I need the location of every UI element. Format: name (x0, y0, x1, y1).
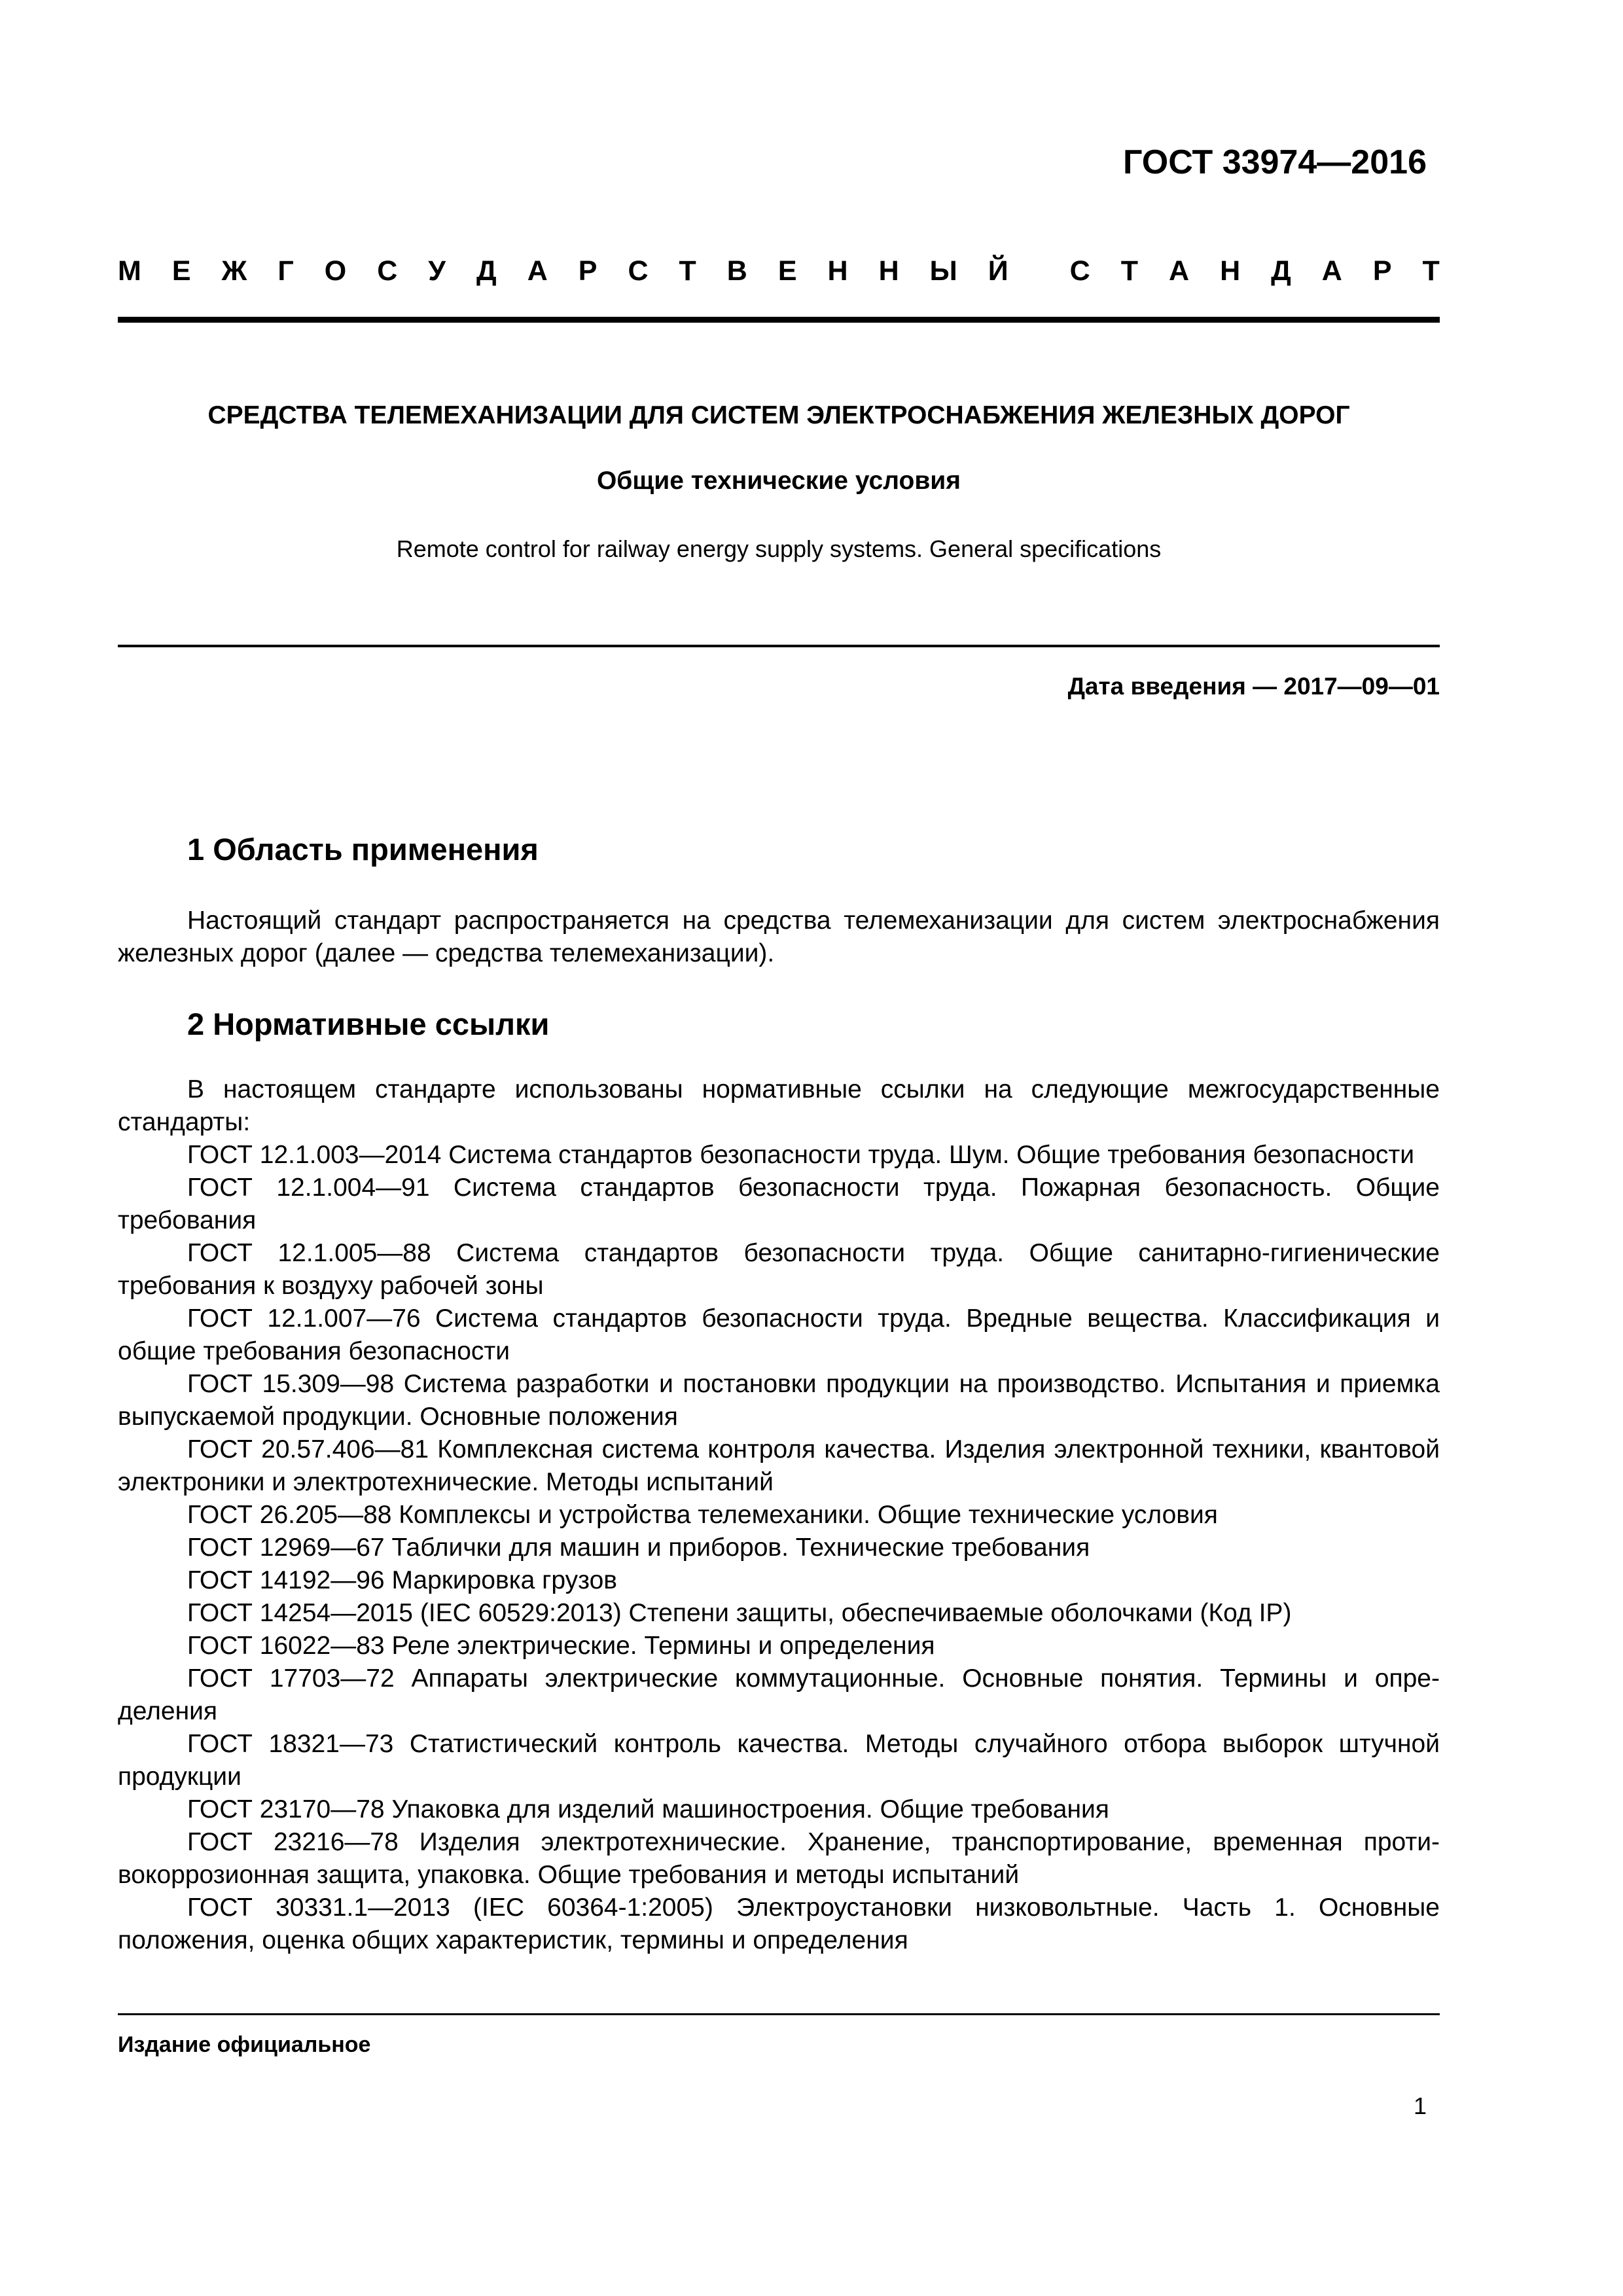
reference-item: ГОСТ 12.1.007—76 Система стандартов безопасности труда. Вредные вещества. Классификация и общие требования безопасности (118, 1304, 1440, 1365)
doc-type-letter: А (1169, 255, 1190, 287)
doc-type-letter: С (628, 255, 649, 287)
introduction-date: Дата введения — 2017—09—01 (1067, 673, 1440, 700)
reference-item: ГОСТ 17703—72 Аппараты электрические коммутационные. Основные понятия. Термины и определения (118, 1664, 1440, 1725)
section-heading-normative-references: 2 Нормативные ссылки (187, 1007, 550, 1041)
doc-type-letter: Н (1220, 255, 1241, 287)
doc-type-letter: Ы (929, 255, 957, 287)
doc-type-letter: Н (878, 255, 899, 287)
document-type-heading (118, 254, 1440, 288)
doc-type-letter: У (428, 255, 446, 287)
reference-item: ГОСТ 20.57.406—81 Комплексная система контроля качества. Изделия электронной техники, квантовой электроники и электротехнические. Методы испытаний (118, 1435, 1440, 1496)
reference-item: ГОСТ 15.309—98 Система разработки и постановки продукции на производство. Испытания и приемка выпускаемой продукции. Основные положения (118, 1370, 1440, 1431)
references-intro-paragraph: В настоящем стандарте использованы нормативные ссылки на следующие межгосударственные стандарты: (118, 1075, 1440, 1136)
doc-type-letter: А (527, 255, 548, 287)
doc-type-letter: А (1321, 255, 1342, 287)
doc-type-letter: Е (777, 255, 797, 287)
doc-type-letter: С (1069, 255, 1090, 287)
reference-item: ГОСТ 12.1.003—2014 Система стандартов безопасности труда. Шум. Общие требования безопасности (187, 1141, 1415, 1169)
doc-type-letter: М (118, 255, 141, 287)
reference-item: ГОСТ 14192—96 Маркировка грузов (187, 1566, 617, 1594)
title-rule (118, 645, 1440, 647)
reference-item: ГОСТ 12.1.004—91 Система стандартов безопасности труда. Пожарная безопасность. Общие требования (118, 1174, 1440, 1234)
page-number: 1 (1413, 2092, 1427, 2119)
doc-type-letter: Г (277, 255, 294, 287)
reference-item: ГОСТ 26.205—88 Комплексы и устройства телемеханики. Общие технические условия (187, 1501, 1218, 1529)
doc-type-letter: Ж (221, 255, 247, 287)
doc-type-letter: Т (1422, 255, 1440, 287)
footer-rule (118, 2013, 1440, 2015)
document-number: ГОСТ 33974—2016 (1123, 143, 1427, 181)
reference-item: ГОСТ 30331.1—2013 (IEC 60364-1:2005) Электроустановки низковольтные. Часть 1. Основные положения, оценка общих характеристик, термины и определения (118, 1893, 1440, 1954)
doc-type-letter: С (377, 255, 398, 287)
doc-type-letter: Т (1120, 255, 1139, 287)
reference-item: ГОСТ 14254—2015 (IEC 60529:2013) Степени защиты, обеспечиваемые оболочками (Код IP) (187, 1599, 1292, 1627)
doc-type-letter: Д (1271, 255, 1291, 287)
document-title-english: Remote control for railway energy supply systems. General specifications (396, 535, 1162, 562)
doc-type-letter: Й (988, 255, 1008, 287)
reference-item: ГОСТ 16022—83 Реле электрические. Термины и определения (187, 1632, 935, 1660)
reference-item: ГОСТ 12.1.005—88 Система стандартов безопасности труда. Общие санитарно-гигиенические требования к воздуху рабочей зоны (118, 1239, 1440, 1300)
reference-item: ГОСТ 18321—73 Статистический контроль качества. Методы случайного отбора выборок штучной продукции (118, 1730, 1440, 1791)
reference-item: ГОСТ 23216—78 Изделия электротехнические. Хранение, транспортирование, временная противокоррозионная защита, упаковка. Общие требования и методы испытаний (118, 1828, 1440, 1889)
doc-type-letter: О (324, 255, 347, 287)
edition-label: Издание официальное (118, 2032, 371, 2057)
document-title: СРЕДСТВА ТЕЛЕМЕХАНИЗАЦИИ ДЛЯ СИСТЕМ ЭЛЕКТРОСНАБЖЕНИЯ ЖЕЛЕЗНЫХ ДОРОГ (207, 401, 1350, 429)
doc-type-letter: Н (827, 255, 848, 287)
reference-item: ГОСТ 12969—67 Таблички для машин и приборов. Технические требования (187, 1534, 1090, 1562)
doc-type-letter: В (726, 255, 747, 287)
doc-type-letter: Д (476, 255, 497, 287)
section-scope-paragraph: Настоящий стандарт распространяется на средства телемеханизации для систем электроснабжения железных дорог (далее — средства телемеханизации). (118, 906, 1440, 967)
doc-type-letter: Р (578, 255, 597, 287)
doc-type-letter: Т (679, 255, 696, 287)
header-rule (118, 317, 1440, 323)
section-heading-scope: 1 Область применения (187, 832, 539, 867)
doc-type-letter: Р (1372, 255, 1392, 287)
normative-references-list (118, 1073, 1440, 1957)
doc-type-letter: Е (171, 255, 191, 287)
reference-item: ГОСТ 23170—78 Упаковка для изделий машиностроения. Общие требования (187, 1795, 1109, 1823)
document-subtitle: Общие технические условия (596, 467, 961, 495)
